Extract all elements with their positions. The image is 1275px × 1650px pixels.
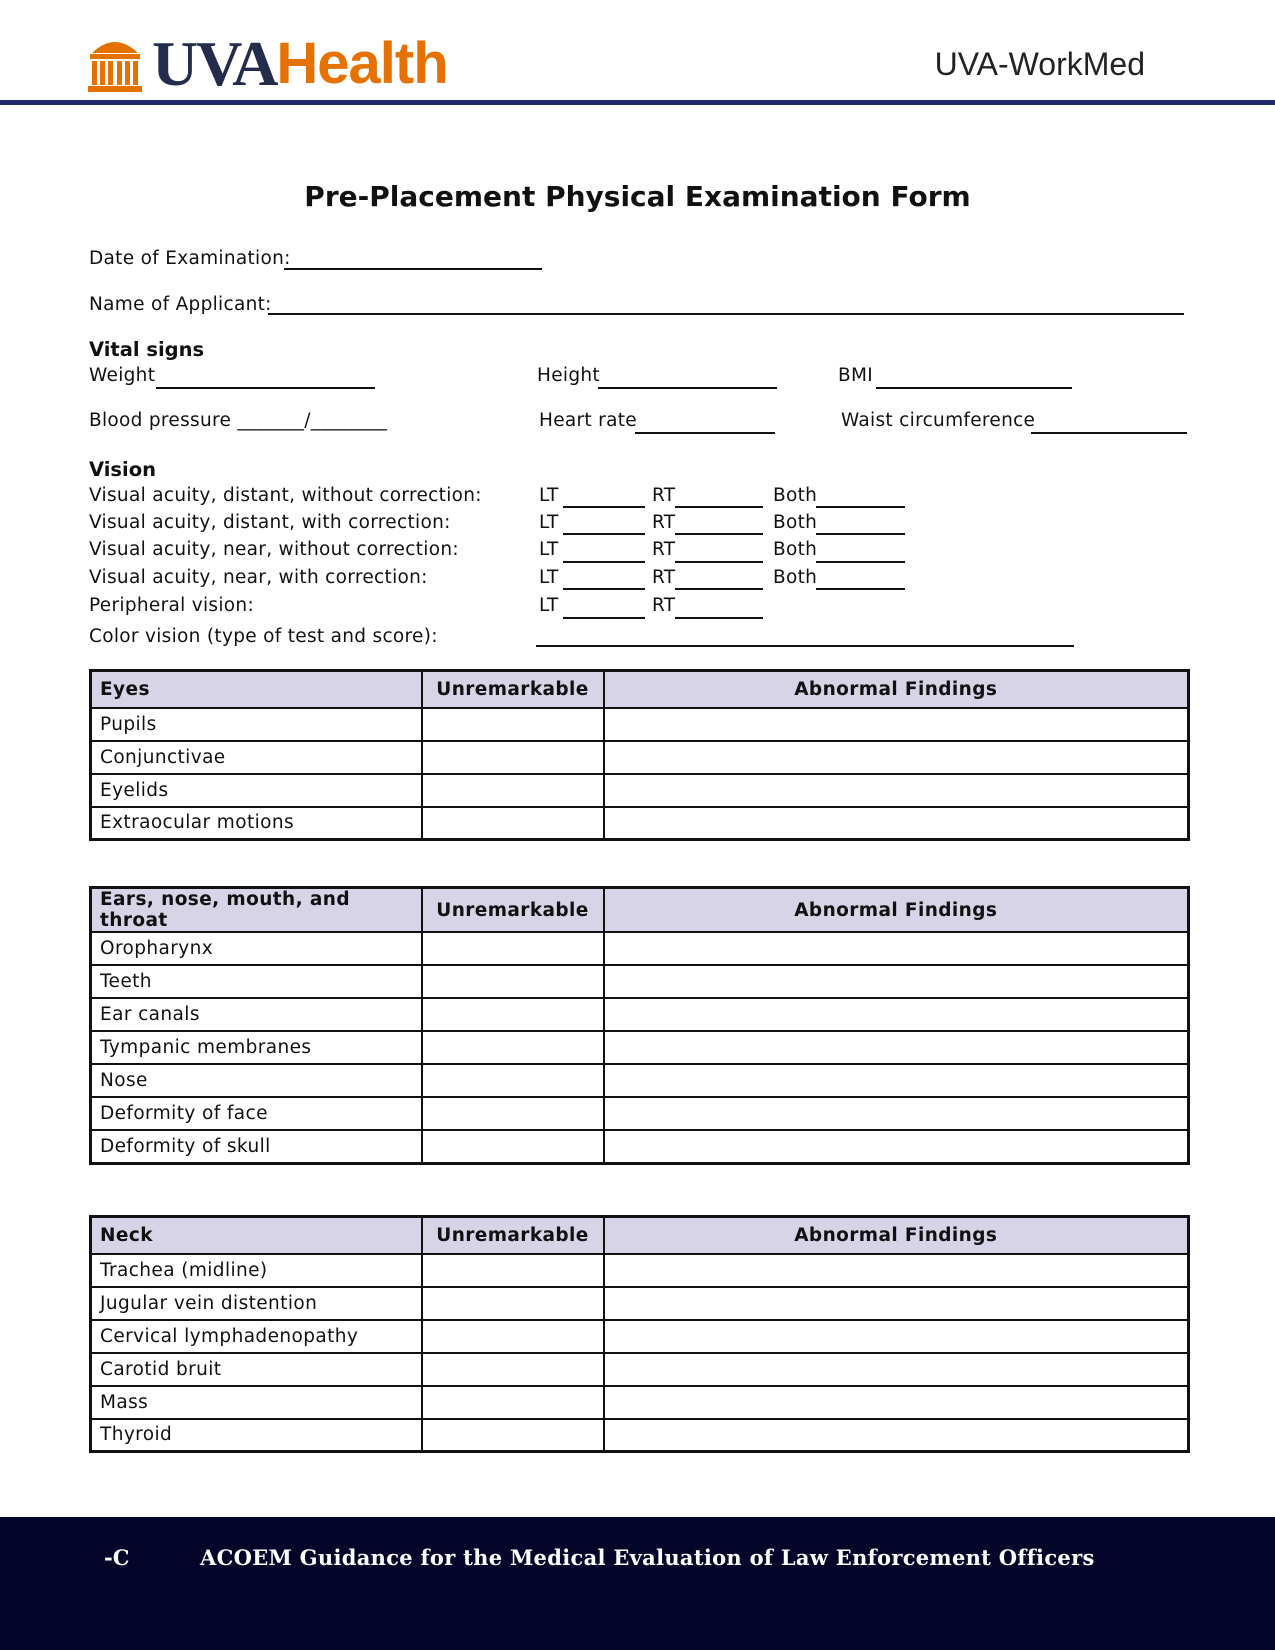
findings-cell[interactable] bbox=[604, 965, 1189, 998]
table-row bbox=[91, 1287, 1189, 1320]
height-label: Height bbox=[537, 365, 600, 386]
rt-field[interactable] bbox=[675, 506, 763, 508]
table-row bbox=[91, 774, 1189, 807]
ent-table bbox=[89, 886, 1190, 1165]
row-label: Conjunctivae bbox=[91, 741, 422, 774]
table-row bbox=[91, 1097, 1189, 1130]
table-row bbox=[91, 1320, 1189, 1353]
both-label: Both bbox=[773, 512, 818, 533]
findings-cell[interactable] bbox=[604, 1320, 1189, 1353]
row-label: Mass bbox=[91, 1386, 422, 1419]
row-label: Trachea (midline) bbox=[91, 1254, 422, 1287]
heart-rate-field[interactable] bbox=[635, 432, 775, 434]
table-row bbox=[91, 1254, 1189, 1287]
weight-label: Weight bbox=[89, 365, 156, 386]
header-divider bbox=[0, 100, 1275, 105]
eyes-table bbox=[89, 669, 1190, 841]
waist-field[interactable] bbox=[1031, 432, 1187, 434]
lt-field[interactable] bbox=[563, 561, 645, 563]
lt-label: LT bbox=[539, 595, 559, 616]
row-label: Extraocular motions bbox=[91, 807, 422, 840]
table-row bbox=[91, 708, 1189, 741]
lt-label: LT bbox=[539, 567, 559, 588]
date-field[interactable] bbox=[284, 268, 542, 270]
unremarkable-cell[interactable] bbox=[422, 1130, 604, 1163]
findings-cell[interactable] bbox=[604, 774, 1189, 807]
table-row bbox=[91, 1064, 1189, 1097]
lt-label: LT bbox=[539, 512, 559, 533]
both-field[interactable] bbox=[816, 506, 905, 508]
row-label: Teeth bbox=[91, 965, 422, 998]
lt-field[interactable] bbox=[563, 617, 645, 619]
lt-field[interactable] bbox=[563, 506, 645, 508]
row-label: Nose bbox=[91, 1064, 422, 1097]
findings-cell[interactable] bbox=[604, 708, 1189, 741]
rt-field[interactable] bbox=[675, 561, 763, 563]
rt-label: RT bbox=[652, 512, 676, 533]
row-label: Pupils bbox=[91, 708, 422, 741]
table-header-row bbox=[91, 671, 1189, 708]
findings-cell[interactable] bbox=[604, 1031, 1189, 1064]
vision-row-label: Visual acuity, distant, without correction: bbox=[89, 485, 482, 506]
footer-band bbox=[0, 1517, 1275, 1650]
vision-row-label: Visual acuity, distant, with correction: bbox=[89, 512, 451, 533]
abnormal-findings-header: Abnormal Findings bbox=[604, 671, 1189, 708]
date-label: Date of Examination: bbox=[89, 248, 291, 269]
both-field[interactable] bbox=[816, 588, 905, 590]
unremarkable-cell[interactable] bbox=[422, 965, 604, 998]
vital-signs-heading: Vital signs bbox=[89, 338, 205, 361]
height-field[interactable] bbox=[598, 387, 777, 389]
findings-cell[interactable] bbox=[604, 1254, 1189, 1287]
logo-uva-text: UVA bbox=[152, 28, 277, 99]
findings-cell[interactable] bbox=[604, 1097, 1189, 1130]
unremarkable-cell[interactable] bbox=[422, 741, 604, 774]
section-header: Neck bbox=[91, 1217, 422, 1254]
rotunda-icon bbox=[88, 35, 142, 93]
table-row bbox=[91, 932, 1189, 965]
color-vision-field[interactable] bbox=[536, 645, 1074, 647]
organization-name: UVA-WorkMed bbox=[934, 46, 1145, 82]
rt-label: RT bbox=[652, 485, 676, 506]
findings-cell[interactable] bbox=[604, 807, 1189, 840]
findings-cell[interactable] bbox=[604, 1064, 1189, 1097]
row-label: Carotid bruit bbox=[91, 1353, 422, 1386]
bmi-field[interactable] bbox=[876, 387, 1072, 389]
footer-guidance-text: ACOEM Guidance for the Medical Evaluation of Law Enforcement Officers bbox=[200, 1545, 1095, 1570]
findings-cell[interactable] bbox=[604, 932, 1189, 965]
table-row bbox=[91, 998, 1189, 1031]
unremarkable-cell[interactable] bbox=[422, 1287, 604, 1320]
heart-rate-label: Heart rate bbox=[539, 410, 637, 431]
unremarkable-cell[interactable] bbox=[422, 1419, 604, 1452]
waist-label: Waist circumference bbox=[841, 410, 1036, 431]
row-label: Oropharynx bbox=[91, 932, 422, 965]
both-field[interactable] bbox=[816, 561, 905, 563]
name-label: Name of Applicant: bbox=[89, 294, 272, 315]
row-label: Deformity of skull bbox=[91, 1130, 422, 1163]
unremarkable-cell[interactable] bbox=[422, 1097, 604, 1130]
table-header-row bbox=[91, 888, 1189, 933]
lt-label: LT bbox=[539, 485, 559, 506]
both-label: Both bbox=[773, 567, 818, 588]
rt-label: RT bbox=[652, 567, 676, 588]
vision-row-label: Peripheral vision: bbox=[89, 595, 254, 616]
row-label: Cervical lymphadenopathy bbox=[91, 1320, 422, 1353]
row-label: Eyelids bbox=[91, 774, 422, 807]
blood-pressure-label[interactable]: Blood pressure _______/________ bbox=[89, 410, 388, 431]
abnormal-findings-header: Abnormal Findings bbox=[604, 1217, 1189, 1254]
findings-cell[interactable] bbox=[604, 1353, 1189, 1386]
findings-cell[interactable] bbox=[604, 1130, 1189, 1163]
table-row bbox=[91, 1130, 1189, 1163]
vision-row-label: Visual acuity, near, without correction: bbox=[89, 539, 459, 560]
table-row bbox=[91, 1353, 1189, 1386]
rt-field[interactable] bbox=[675, 588, 763, 590]
row-label: Jugular vein distention bbox=[91, 1287, 422, 1320]
unremarkable-cell[interactable] bbox=[422, 1386, 604, 1419]
table-row bbox=[91, 741, 1189, 774]
table-row bbox=[91, 1031, 1189, 1064]
footer-code: -C bbox=[104, 1545, 130, 1570]
row-label: Thyroid bbox=[91, 1419, 422, 1452]
rt-label: RT bbox=[652, 595, 676, 616]
logo-health-text: Health bbox=[276, 31, 448, 96]
table-row bbox=[91, 1386, 1189, 1419]
lt-label: LT bbox=[539, 539, 559, 560]
rt-field[interactable] bbox=[675, 617, 763, 619]
abnormal-findings-header: Abnormal Findings bbox=[604, 888, 1189, 933]
vision-row-label: Visual acuity, near, with correction: bbox=[89, 567, 428, 588]
row-label: Deformity of face bbox=[91, 1097, 422, 1130]
unremarkable-cell[interactable] bbox=[422, 1254, 604, 1287]
unremarkable-header: Unremarkable bbox=[422, 888, 604, 933]
uva-health-logo bbox=[88, 28, 448, 99]
findings-cell[interactable] bbox=[604, 1287, 1189, 1320]
lt-field[interactable] bbox=[563, 588, 645, 590]
findings-cell[interactable] bbox=[604, 1386, 1189, 1419]
color-vision-label: Color vision (type of test and score): bbox=[89, 626, 438, 647]
weight-field[interactable] bbox=[156, 387, 375, 389]
unremarkable-cell[interactable] bbox=[422, 1031, 604, 1064]
unremarkable-cell[interactable] bbox=[422, 1353, 604, 1386]
rt-label: RT bbox=[652, 539, 676, 560]
table-header-row bbox=[91, 1217, 1189, 1254]
findings-cell[interactable] bbox=[604, 998, 1189, 1031]
unremarkable-cell[interactable] bbox=[422, 774, 604, 807]
findings-cell[interactable] bbox=[604, 1419, 1189, 1452]
unremarkable-cell[interactable] bbox=[422, 708, 604, 741]
row-label: Tympanic membranes bbox=[91, 1031, 422, 1064]
vision-heading: Vision bbox=[89, 458, 157, 481]
section-header: Eyes bbox=[91, 671, 422, 708]
unremarkable-header: Unremarkable bbox=[422, 1217, 604, 1254]
both-field[interactable] bbox=[816, 533, 905, 535]
form-title: Pre-Placement Physical Examination Form bbox=[304, 180, 971, 213]
unremarkable-cell[interactable] bbox=[422, 932, 604, 965]
neck-table bbox=[89, 1215, 1190, 1453]
both-label: Both bbox=[773, 539, 818, 560]
table-row bbox=[91, 965, 1189, 998]
unremarkable-cell[interactable] bbox=[422, 998, 604, 1031]
unremarkable-cell[interactable] bbox=[422, 1320, 604, 1353]
rt-field[interactable] bbox=[675, 533, 763, 535]
section-header: Ears, nose, mouth, and throat bbox=[91, 888, 422, 933]
both-label: Both bbox=[773, 485, 818, 506]
unremarkable-header: Unremarkable bbox=[422, 671, 604, 708]
lt-field[interactable] bbox=[563, 533, 645, 535]
row-label: Ear canals bbox=[91, 998, 422, 1031]
findings-cell[interactable] bbox=[604, 741, 1189, 774]
table-row bbox=[91, 807, 1189, 840]
table-row bbox=[91, 1419, 1189, 1452]
unremarkable-cell[interactable] bbox=[422, 807, 604, 840]
name-field[interactable] bbox=[268, 313, 1184, 315]
bmi-label: BMI bbox=[838, 365, 874, 386]
unremarkable-cell[interactable] bbox=[422, 1064, 604, 1097]
